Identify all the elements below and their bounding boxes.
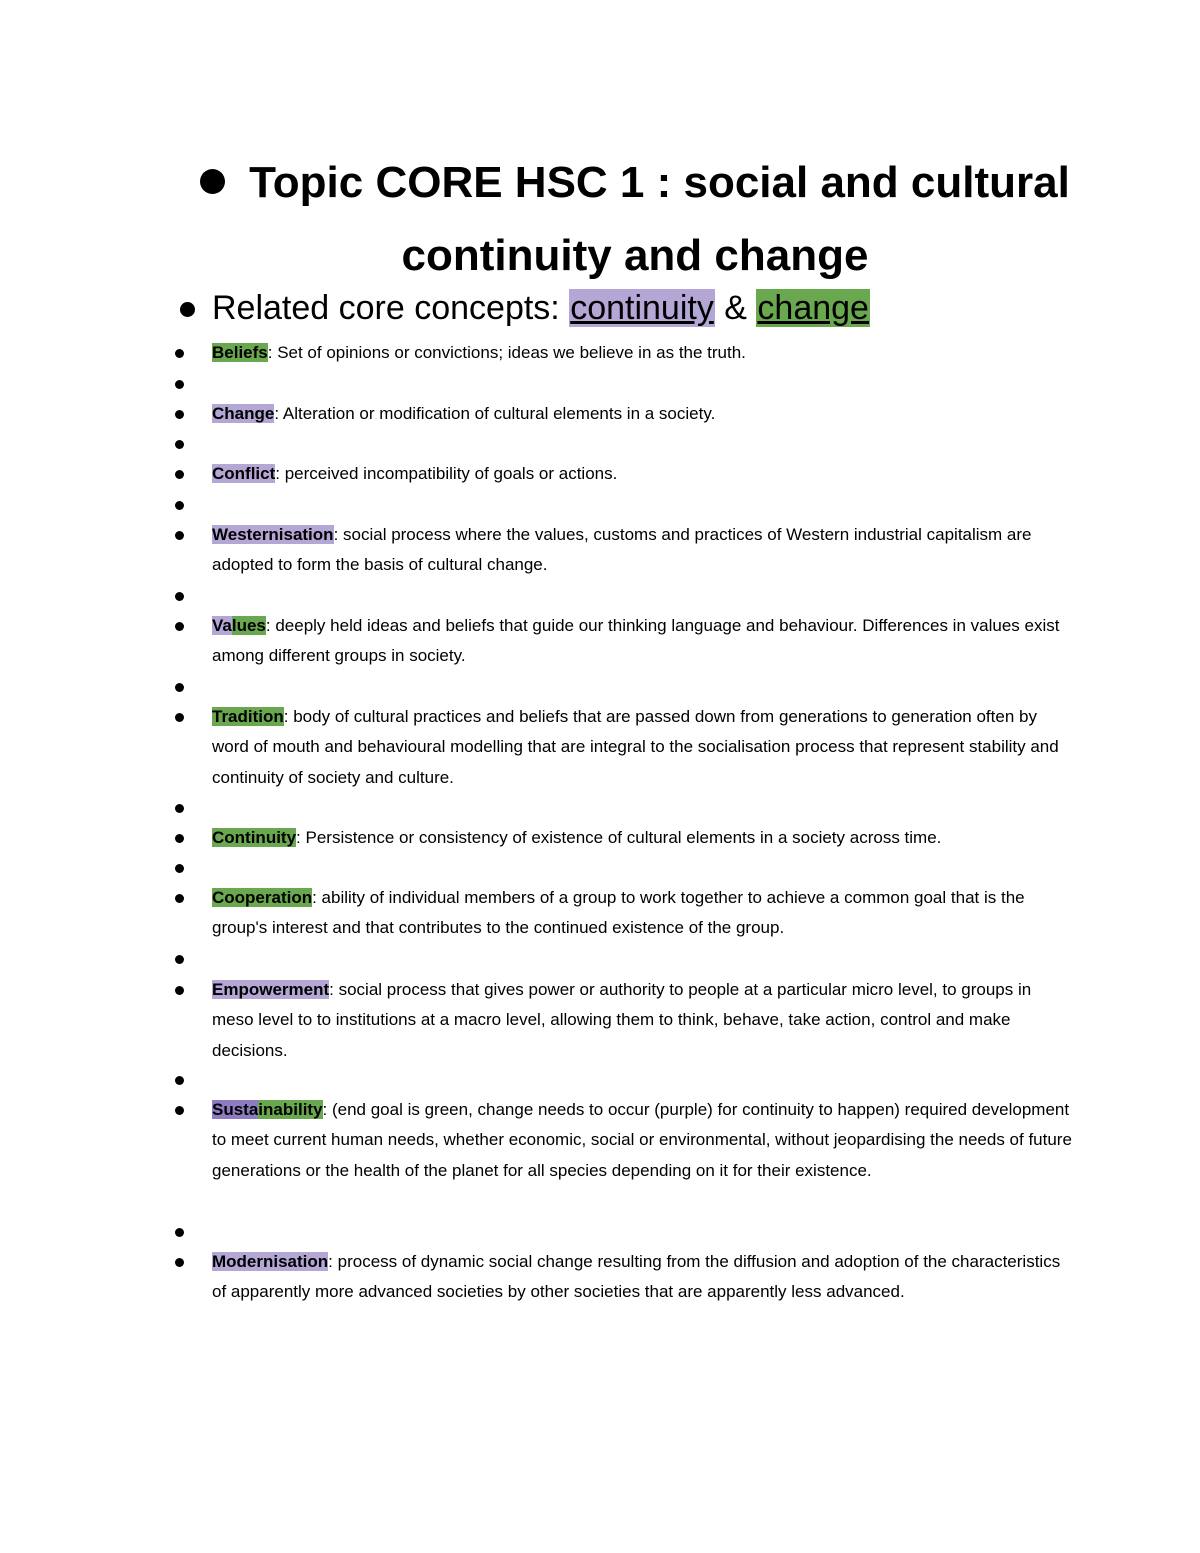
term: Cooperation <box>212 888 313 907</box>
bullet-icon <box>175 955 184 964</box>
bullet-icon <box>175 713 184 722</box>
bullet-icon <box>175 1106 184 1115</box>
bullet-icon <box>175 622 184 631</box>
definition-text <box>212 975 1072 1066</box>
bullet-icon <box>175 531 184 540</box>
bullet-icon <box>175 986 184 995</box>
bullet-icon <box>175 864 184 873</box>
definition-text <box>212 520 1072 581</box>
definition-text <box>212 702 1072 793</box>
definition-text <box>212 883 1072 944</box>
subtitle-prefix: Related core concepts: <box>212 289 570 327</box>
definition: : Set of opinions or convictions; ideas we believe in as the truth. <box>267 343 746 362</box>
definition: : body of cultural practices and beliefs that are passed down from generations to generation often by word of mouth and behavioural modelling that are integral to the socialisation process that represent stability and continuity of society and culture. <box>212 707 1059 787</box>
bullet-icon <box>175 592 184 601</box>
definition: : (end goal is green, change needs to occur (purple) for continuity to happen) required development to meet current human needs, whether economic, social or environmental, without jeopardising the needs of future generations or the health of the planet for all species depending on it for their existence. <box>212 1100 1072 1180</box>
definition: : social process that gives power or authority to people at a particular micro level, to groups in meso level to to institutions at a macro level, allowing them to think, behave, take action, control and make decisions. <box>212 980 1032 1060</box>
concept-change: change <box>757 289 869 327</box>
subtitle-amp: & <box>714 289 757 327</box>
bullet-icon <box>175 349 184 358</box>
bullet-icon <box>175 470 184 479</box>
title-line-1: Topic CORE HSC 1 : social and cultural <box>249 158 1070 207</box>
bullet-icon <box>200 169 225 194</box>
term: Conflict <box>212 464 276 483</box>
term-part: Susta <box>212 1100 259 1119</box>
bullet-icon <box>175 683 184 692</box>
definition-text <box>212 611 1072 672</box>
term: Westernisation <box>212 525 334 544</box>
definition-text <box>212 459 1072 489</box>
term: Empowerment <box>212 980 330 999</box>
bullet-icon <box>175 380 184 389</box>
bullet-icon <box>175 440 184 449</box>
definition-text <box>212 1247 1072 1308</box>
definition: : process of dynamic social change resulting from the diffusion and adoption of the characteristics of apparently more advanced societies by other societies that are apparently less advanced. <box>212 1252 1061 1302</box>
bullet-icon <box>175 894 184 903</box>
definition: : social process where the values, customs and practices of Western industrial capitalism are adopted to form the basis of cultural change. <box>212 525 1032 575</box>
term: Beliefs <box>212 343 268 362</box>
bullet-icon <box>175 1076 184 1085</box>
definition-text <box>212 1095 1072 1186</box>
term-part: inability <box>258 1100 323 1119</box>
concept-continuity: continuity <box>570 289 714 327</box>
page-title <box>195 146 1075 292</box>
bullet-icon <box>175 410 184 419</box>
term: Continuity <box>212 828 297 847</box>
definition: : deeply held ideas and beliefs that guide our thinking language and behaviour. Differences in values exist among different groups in society. <box>212 616 1060 666</box>
definition: : ability of individual members of a group to work together to achieve a common goal that is the group's interest and that contributes to the continued existence of the group. <box>212 888 1025 938</box>
title-line-2: continuity and change <box>401 231 869 280</box>
bullet-icon <box>175 501 184 510</box>
bullet-icon <box>175 804 184 813</box>
bullet-icon <box>175 1258 184 1267</box>
definition: : perceived incompatibility of goals or actions. <box>275 464 618 483</box>
bullet-icon <box>175 1228 184 1237</box>
definition: : Alteration or modification of cultural elements in a society. <box>274 404 716 423</box>
subtitle-text <box>212 283 870 333</box>
term-part: Va <box>212 616 232 635</box>
definition-text <box>212 399 1072 429</box>
definition-text <box>212 823 1072 853</box>
definition: : Persistence or consistency of existence of cultural elements in a society across time. <box>296 828 942 847</box>
definition-text <box>212 338 1072 368</box>
term: Change <box>212 404 275 423</box>
term-part: lues <box>231 616 266 635</box>
term: Modernisation <box>212 1252 329 1271</box>
term: Tradition <box>212 707 284 726</box>
bullet-icon <box>175 834 184 843</box>
bullet-icon <box>180 302 195 317</box>
